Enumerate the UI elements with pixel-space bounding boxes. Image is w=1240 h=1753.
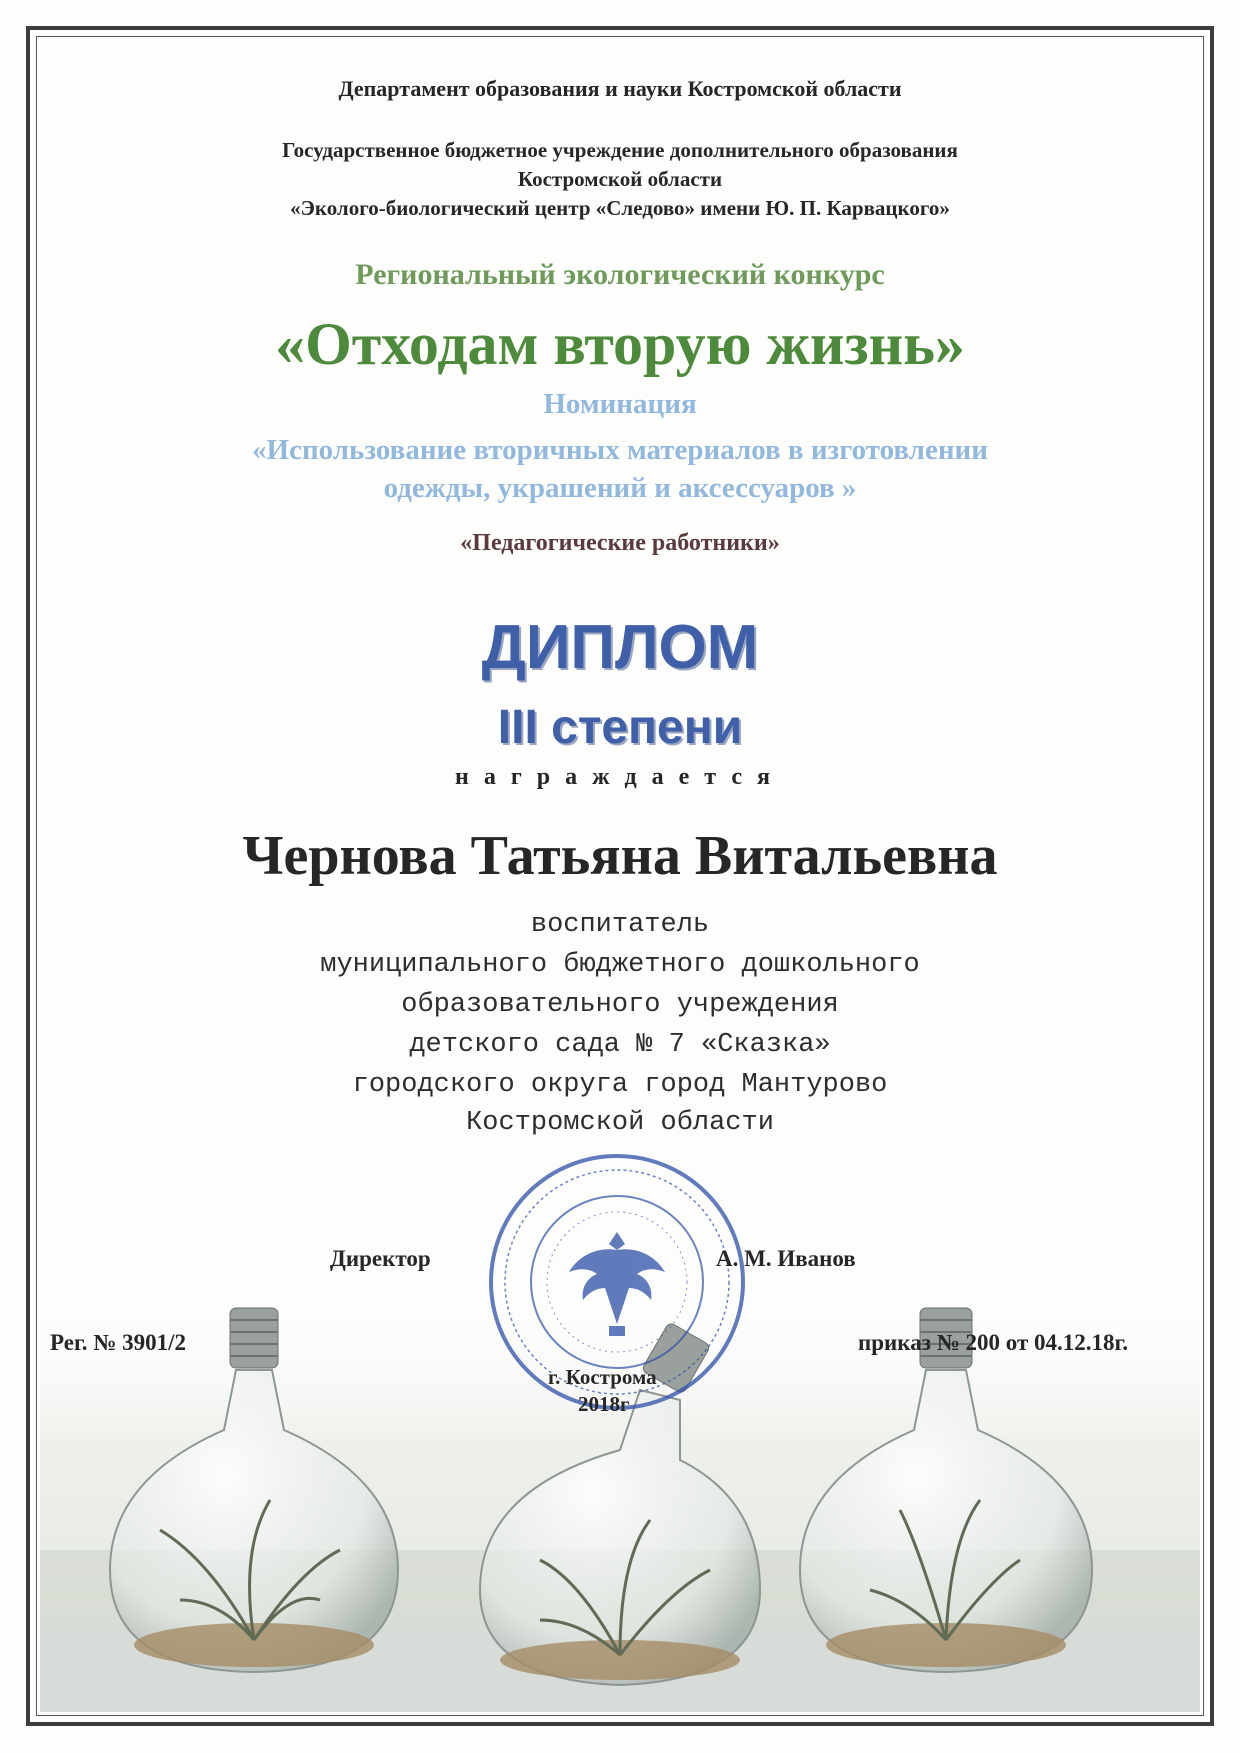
department-name: Департамент образования и науки Костромской области	[338, 76, 902, 101]
director-label: Директор	[330, 1246, 431, 1271]
position-line: воспитатель	[530, 910, 710, 940]
recipient-name: Чернова Татьяна Витальевна	[242, 825, 998, 887]
category: «Педагогические работники»	[460, 530, 780, 556]
contest-label: Региональный экологический конкурс	[355, 258, 885, 291]
issue-year: 2018г	[578, 1392, 630, 1416]
institution-line-3: «Эколого-биологический центр «Следово» имени Ю. П. Карвацкого»	[290, 196, 950, 220]
awarded-label: награждается	[455, 764, 785, 790]
position-line: городского округа город Мантурово	[352, 1070, 888, 1100]
position-line: Костромской области	[466, 1108, 774, 1138]
position-line: образовательного учреждения	[401, 990, 839, 1020]
contest-title: «Отходам вторую жизнь»	[275, 311, 965, 377]
registration-number: Рег. № 3901/2	[50, 1330, 187, 1355]
diploma-title: ДИПЛОМ	[481, 613, 759, 682]
institution-line-2: Костромской области	[517, 167, 723, 191]
issue-city: г. Кострома	[548, 1365, 657, 1389]
nomination-line-1: «Использование вторичных материалов в изготовлении	[252, 434, 988, 466]
position-line: детского сада № 7 «Сказка»	[409, 1030, 831, 1060]
diploma-degree: III степени	[497, 701, 743, 754]
director-name: А. М. Иванов	[716, 1246, 856, 1271]
position-line: муниципального бюджетного дошкольного	[320, 950, 920, 980]
institution-line-1: Государственное бюджетное учреждение дополнительного образования	[282, 138, 958, 162]
eagle-emblem-icon	[569, 1232, 665, 1336]
nomination-label: Номинация	[543, 388, 697, 420]
nomination-line-2: одежды, украшений и аксессуаров »	[383, 472, 857, 504]
order-reference: приказ № 200 от 04.12.18г.	[858, 1330, 1129, 1355]
